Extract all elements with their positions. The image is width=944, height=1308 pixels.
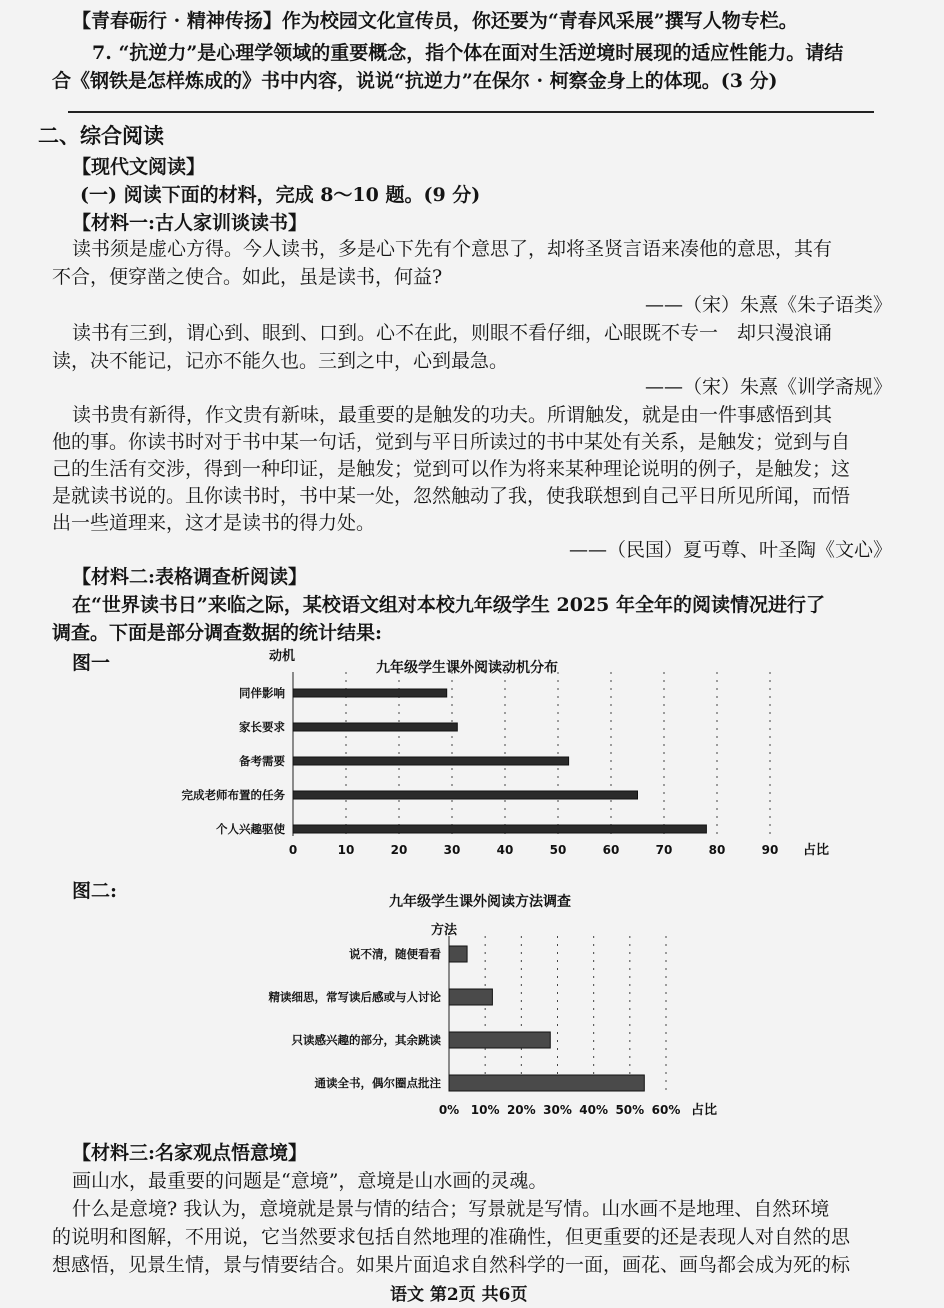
material-3-title: 【材料三:名家观点悟意境】 <box>72 1142 308 1164</box>
material-1-p2-line-1: 读书有三到，谓心到、眼到、口到。心不在此，则眼不看仔细，心眼既不专一 却只漫浪诵 <box>72 322 833 344</box>
chart-1-bar <box>293 689 447 697</box>
chart-2-x-tick: 20% <box>506 1103 536 1117</box>
material-3-p-line-1: 画山水，最重要的问题是“意境”，意境是山水画的灵魂。 <box>72 1170 548 1192</box>
chart-1-category-label: 家长要求 <box>239 720 285 734</box>
chart-1-x-tick: 10 <box>337 843 355 857</box>
chart-1-title: 九年级学生课外阅读动机分布 <box>376 660 558 676</box>
motivation-bar-chart <box>120 640 880 868</box>
chart-2-title: 九年级学生课外阅读方法调查 <box>389 894 571 910</box>
chart-1-bar <box>293 791 638 799</box>
material-1-p2-line-2: 读，决不能记，记亦不能久也。三到之中，心到最急。 <box>52 350 509 372</box>
material-1-source-2: ——（宋）朱熹《训学斋规》 <box>644 376 892 398</box>
chart-2-ylabel: 方法 <box>430 923 458 938</box>
chart-2-x-tick: 30% <box>543 1103 572 1117</box>
material-1-p3-line-2: 他的事。你读书时对于书中某一句话，觉到与平日所读过的书中某处有关系，是触发；觉到与自 <box>52 431 851 453</box>
question-7-line-1: 7. “抗逆力”是心理学领域的重要概念，指个体在面对生活逆境时展现的适应性能力。请结 <box>92 42 844 64</box>
chart-1-xlabel: 占比 <box>803 843 830 858</box>
chart-2-bar <box>449 989 492 1005</box>
chart-2-category-label: 只读感兴趣的部分，其余跳读 <box>291 1033 441 1047</box>
section-title: 二、综合阅读 <box>38 123 164 148</box>
material-3-p-line-4: 想感悟，见景生情，景与情要结合。如果片面追求自然科学的一面，画花、画鸟都会成为死的标 <box>52 1254 851 1276</box>
material-1-p3-line-3: 己的生活有交涉，得到一种印证，是触发；觉到可以作为将来某种理论说明的例子，是触发；这 <box>52 458 851 480</box>
chart-1-bar <box>293 757 569 765</box>
material-3-p-line-3: 的说明和图解，不用说，它当然要求包括自然地理的准确性，但更重要的还是表现人对自然的思 <box>52 1226 851 1248</box>
chart-2-x-tick: 40% <box>579 1103 609 1117</box>
figure-1-label: 图一 <box>72 652 111 674</box>
chart-1-x-tick: 30 <box>443 843 461 857</box>
material-2-p-line-1: 在“世界读书日”来临之际，某校语文组对本校九年级学生 2025 年全年的阅读情况进行了 <box>72 594 825 616</box>
chart-1-bar <box>293 723 457 731</box>
page-footer: 语文 第2页 共6页 <box>390 1285 528 1305</box>
answer-line <box>68 111 874 113</box>
chart-1-x-tick: 60 <box>602 843 620 857</box>
chart-2-bar <box>449 1075 644 1091</box>
material-1-title: 【材料一:古人家训谈读书】 <box>72 212 308 234</box>
chart-2-xlabel: 占比 <box>691 1103 718 1118</box>
intro-header: 【青春砺行 · 精神传扬】作为校园文化宣传员，你还要为“青春风采展”撰写人物专栏。 <box>72 10 798 32</box>
material-1-p3-line-1: 读书贵有新得，作文贵有新味，最重要的是触发的功夫。所谓触发，就是由一件事感悟到其 <box>72 404 833 426</box>
chart-2-x-tick: 0% <box>438 1103 460 1117</box>
chart-2-bar <box>449 1032 550 1048</box>
chart-2-x-tick: 10% <box>470 1103 500 1117</box>
chart-1-x-tick: 80 <box>708 843 726 857</box>
chart-1-x-tick: 90 <box>761 843 779 857</box>
chart-2-category-label: 说不清，随便看看 <box>349 947 441 961</box>
chart-2-category-label: 通读全书，偶尔圈点批注 <box>314 1076 441 1090</box>
chart-2-x-tick: 50% <box>615 1103 645 1117</box>
material-1-p1-line-2: 不合，便穿凿之使合。如此，虽是读书，何益? <box>52 266 443 288</box>
chart-2-x-tick: 60% <box>651 1103 681 1117</box>
chart-1-category-label: 个人兴趣驱使 <box>216 822 285 836</box>
chart-2-category-label: 精读细思，常写读后感或与人讨论 <box>268 990 441 1004</box>
chart-1-category-label: 同伴影响 <box>239 686 285 700</box>
section-subtitle: 【现代文阅读】 <box>72 156 206 178</box>
material-1-source-1: ——（宋）朱熹《朱子语类》 <box>644 294 892 316</box>
chart-1-x-tick: 0 <box>288 843 298 857</box>
chart-1-bar <box>293 825 706 833</box>
material-2-title: 【材料二:表格调查析阅读】 <box>72 566 308 588</box>
material-1-p3-line-5: 出一些道理来，这才是读书的得力处。 <box>52 512 376 534</box>
material-1-p3-line-4: 是就读书说的。且你读书时，书中某一处，忽然触动了我，使我联想到自己平日所见所闻，而悟 <box>52 485 851 507</box>
chart-1-x-tick: 20 <box>390 843 408 857</box>
section-task: (一) 阅读下面的材料，完成 8～10 题。(9 分) <box>80 184 481 206</box>
chart-1-x-tick: 40 <box>496 843 514 857</box>
chart-2-bar <box>449 946 467 962</box>
chart-1-category-label: 完成老师布置的任务 <box>181 788 285 802</box>
chart-1-x-tick: 50 <box>549 843 567 857</box>
chart-1-category-label: 备考需要 <box>239 754 285 768</box>
material-1-p1-line-1: 读书须是虚心方得。今人读书，多是心下先有个意思了，却将圣贤言语来凑他的意思，其有 <box>72 238 833 260</box>
material-3-p-line-2: 什么是意境? 我认为，意境就是景与情的结合；写景就是写情。山水画不是地理、自然环境 <box>72 1198 830 1220</box>
method-bar-chart <box>200 886 760 1126</box>
chart-1-x-tick: 70 <box>655 843 673 857</box>
material-2-p-line-2: 调查。下面是部分调查数据的统计结果: <box>52 622 383 644</box>
question-7-line-2: 合《钢铁是怎样炼成的》书中内容，说说“抗逆力”在保尔 · 柯察金身上的体现。(3 分) <box>52 70 778 92</box>
figure-2-label: 图二: <box>72 880 118 902</box>
chart-1-ylabel: 动机 <box>268 649 296 664</box>
material-1-source-3: ——（民国）夏丏尊、叶圣陶《文心》 <box>568 539 892 561</box>
